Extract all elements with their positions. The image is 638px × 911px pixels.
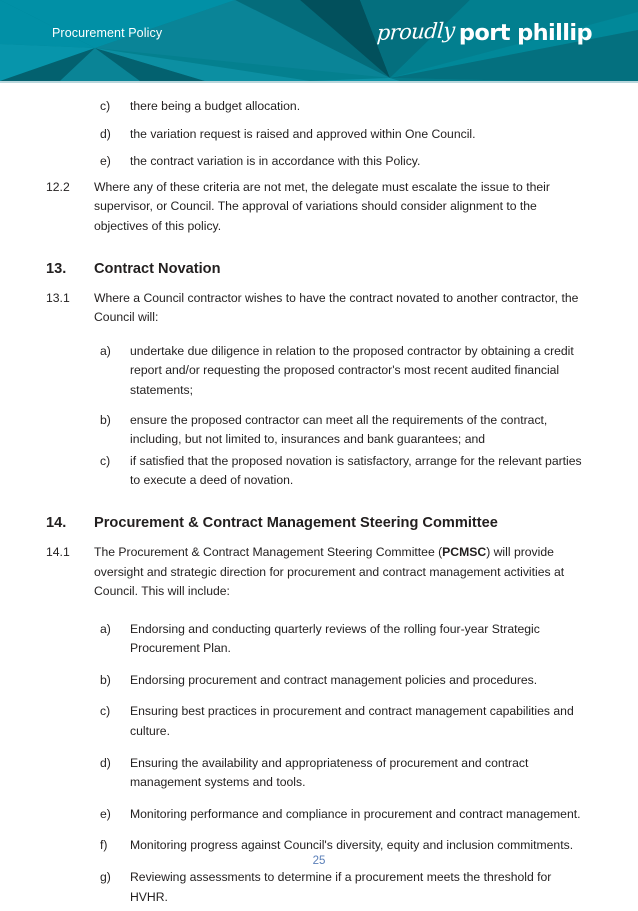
list-item — [46, 97, 592, 117]
list-item — [46, 868, 592, 907]
list-item — [46, 620, 592, 659]
list-text: Endorsing and conducting quarterly reviews of the rolling four-year Strategic Procurement Plan. — [130, 621, 540, 656]
section-number: 14. — [46, 514, 67, 531]
list-text: undertake due diligence in relation to the proposed contractor by obtaining a credit report and/or requesting the proposed contractor's most recent audited financial statements; — [130, 343, 574, 397]
list-text: there being a budget allocation. — [130, 99, 301, 113]
list-marker: a) — [100, 621, 111, 636]
list-text: ensure the proposed contractor can meet all the requirements of the contract, including, but not limited to, insurances and bank guarantees; and — [130, 412, 548, 447]
clause-13-1-list — [46, 342, 592, 491]
clause-text-before: The Procurement & Contract Management Steering Committee ( — [94, 544, 443, 559]
list-text: if satisfied that the proposed novation is satisfactory, arrange for the relevant parties to execute a deed of novation. — [130, 453, 582, 488]
document-title: Procurement Policy — [52, 26, 163, 40]
list-item — [46, 125, 592, 145]
list-marker: b) — [100, 672, 111, 687]
document-body — [0, 83, 638, 907]
port-phillip-logo — [376, 20, 592, 52]
list-text: the contract variation is in accordance with this Policy. — [130, 154, 421, 169]
list-marker: c) — [100, 453, 111, 468]
list-marker: f) — [100, 838, 108, 853]
clause-number: 12.2 — [46, 179, 70, 194]
list-item — [46, 702, 592, 741]
logo-script-word: proudly — [376, 18, 456, 45]
clause-13-1 — [46, 289, 592, 328]
section-heading-14 — [46, 513, 592, 533]
list-marker: c) — [100, 99, 111, 113]
list-text: Ensuring the availability and appropriateness of procurement and contract management systems and tools. — [130, 755, 529, 790]
clause-text: Where a Council contractor wishes to have the contract novated to another contractor, the Council will: — [94, 290, 579, 325]
logo-brand-name: port phillip — [458, 20, 592, 46]
clause-12-2 — [46, 178, 592, 237]
list-marker: g) — [100, 870, 111, 885]
page-header-banner — [0, 0, 638, 81]
clause-text: Where any of these criteria are not met, the delegate must escalate the issue to their supervisor, or Council. The approval of variations should consider alignment to the objectives of this policy. — [94, 179, 550, 233]
section-title: Contract Novation — [94, 260, 221, 277]
clause-14-1 — [46, 543, 592, 602]
clause-text — [94, 543, 592, 602]
list-marker: d) — [100, 755, 111, 770]
section-title: Procurement & Contract Management Steering Committee — [94, 514, 498, 531]
list-marker: e) — [100, 154, 111, 169]
list-item — [46, 411, 592, 450]
list-marker: a) — [100, 343, 111, 358]
page-number: 25 — [312, 855, 326, 867]
clause-text-after: ) will provide oversight and strategic direction for procurement and contract management activities at Council. This will include: — [94, 544, 565, 599]
clause-number: 13.1 — [46, 290, 70, 305]
clause-number: 14.1 — [46, 544, 70, 559]
clause-12-1-list — [46, 97, 592, 172]
clause-bold-term: PCMSC — [442, 544, 487, 559]
list-text: Endorsing procurement and contract management policies and procedures. — [130, 672, 538, 687]
list-text: Monitoring performance and compliance in procurement and contract management. — [130, 806, 581, 821]
list-text: Ensuring best practices in procurement and contract management capabilities and culture. — [130, 704, 574, 739]
list-item — [46, 836, 592, 856]
list-item — [46, 342, 592, 401]
list-marker: c) — [100, 704, 111, 719]
list-text: Reviewing assessments to determine if a procurement meets the threshold for HVHR. — [130, 870, 552, 904]
list-marker: b) — [100, 412, 111, 427]
list-marker: e) — [100, 806, 111, 821]
list-item — [46, 452, 592, 491]
list-marker: d) — [100, 126, 111, 141]
list-item — [46, 152, 592, 172]
list-item — [46, 671, 592, 691]
section-heading-13 — [46, 259, 592, 279]
list-item — [46, 805, 592, 825]
section-number: 13. — [46, 260, 67, 277]
list-item — [46, 754, 592, 793]
list-text: Monitoring progress against Council's diversity, equity and inclusion commitments. — [130, 838, 574, 853]
list-text: the variation request is raised and approved within One Council. — [130, 126, 476, 141]
